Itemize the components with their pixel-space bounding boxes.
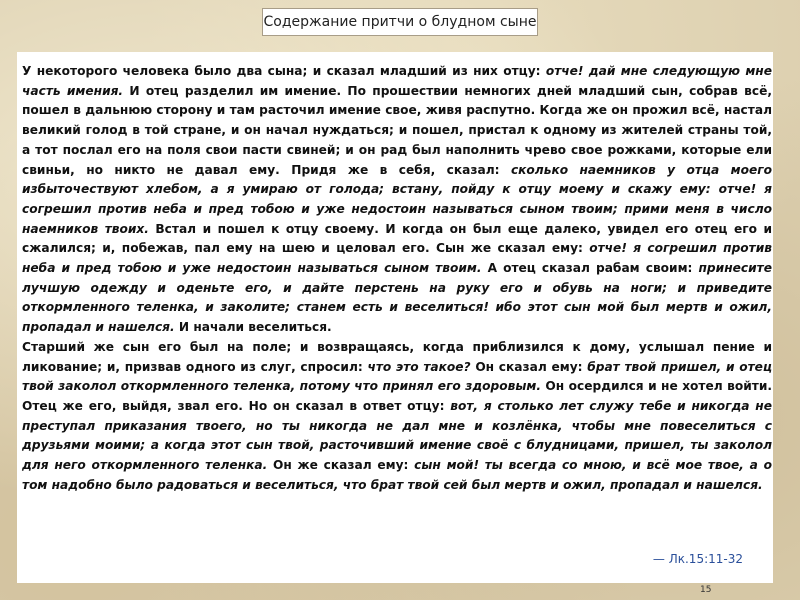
text-segment: И начали веселиться. — [174, 320, 332, 335]
scripture-reference: — Лк.15:11-32 — [652, 552, 743, 566]
text-segment-italic: принесите лучшую одежду и оденьте его, и дайте перстень на руку его и обувь на ноги; и приведите откормленного теленка, и заколите; станем есть и веселиться! ибо этот сын мой был мертв и ожил, пропадал и нашелся. — [22, 261, 772, 335]
parable-text — [22, 62, 772, 495]
text-segment: Он же сказал ему: — [267, 458, 415, 473]
text-segment: Старший же сын его был на поле; и возвращаясь, когда приблизился к дому, услышал пение и ликование; и, призвав одного из слуг, спросил: — [22, 339, 772, 374]
text-segment-italic: сын мой! ты всегда со мною, и всё мое твое, а о том надобно было радоваться и веселиться, что брат твой сей был мертв и ожил, пропадал и нашелся. — [22, 458, 773, 492]
text-segment-italic: сколько наемников у отца моего избыточествуют хлебом, а я умираю от голода; встану, пойду к отцу моему и скажу ему: отче! я согрешил против неба и пред тобою и уже недостоин называться сыном твоим; прими меня в число наемников твоих. — [22, 162, 772, 236]
text-segment-italic: брат твой пришел, и отец твой заколол откормленного теленка, потому что принял его здоровым. — [22, 359, 772, 394]
parable-text-panel — [17, 52, 773, 583]
text-segment: Встал и пошел к отцу своему. И когда он был еще далеко, увидел его отец его и сжалился; и, побежав, пал ему на шею и целовал его. Сын же сказал ему: — [22, 221, 772, 256]
text-segment-italic: вот, я столько лет служу тебе и никогда не преступал приказания твоего, но ты никогда не дал мне и козлёнка, чтобы мне повеселиться с друзьями моими; а когда этот сын твой, расточивший имение своё с блудницами, пришел, ты заколол для него откормленного теленка. — [22, 398, 772, 473]
text-segment: И отец разделил им имение. По прошествии немногих дней младший сын, собрав всё, пошел в дальнюю сторону и там расточил имение свое, живя распутно. Когда же он прожил всё, настал великий голод в той стране, и он начал нуждаться; и пошел, пристал к одному из жителей страны той, а тот послал его на поля свои пасти свиней; и он рад был наполнить чрево свое рожками, которые ели свиньи, но никто не давал ему. Придя же в себя, сказал: — [22, 83, 772, 177]
text-segment: А отец сказал рабам своим: — [481, 261, 699, 276]
parable-paragraph-1 — [22, 62, 772, 338]
text-segment: У некоторого человека было два сына; и сказал младший из них отцу: — [22, 64, 546, 78]
text-segment-italic: что это такое? — [367, 359, 471, 374]
slide-title: Содержание притчи о блудном сыне — [262, 8, 538, 36]
parable-paragraph-2 — [22, 338, 772, 496]
text-segment-italic: отче! я согрешил против неба и пред тобою и уже недостоин называться сыном твоим. — [22, 241, 772, 276]
text-segment: Он осердился и не хотел войти. Отец же его, выйдя, звал его. Но он сказал в ответ отцу: — [22, 379, 772, 413]
text-segment: Он сказал ему: — [470, 359, 588, 374]
page-number: 15 — [700, 585, 712, 595]
text-segment-italic: отче! дай мне следующую мне часть имения. — [22, 64, 772, 98]
